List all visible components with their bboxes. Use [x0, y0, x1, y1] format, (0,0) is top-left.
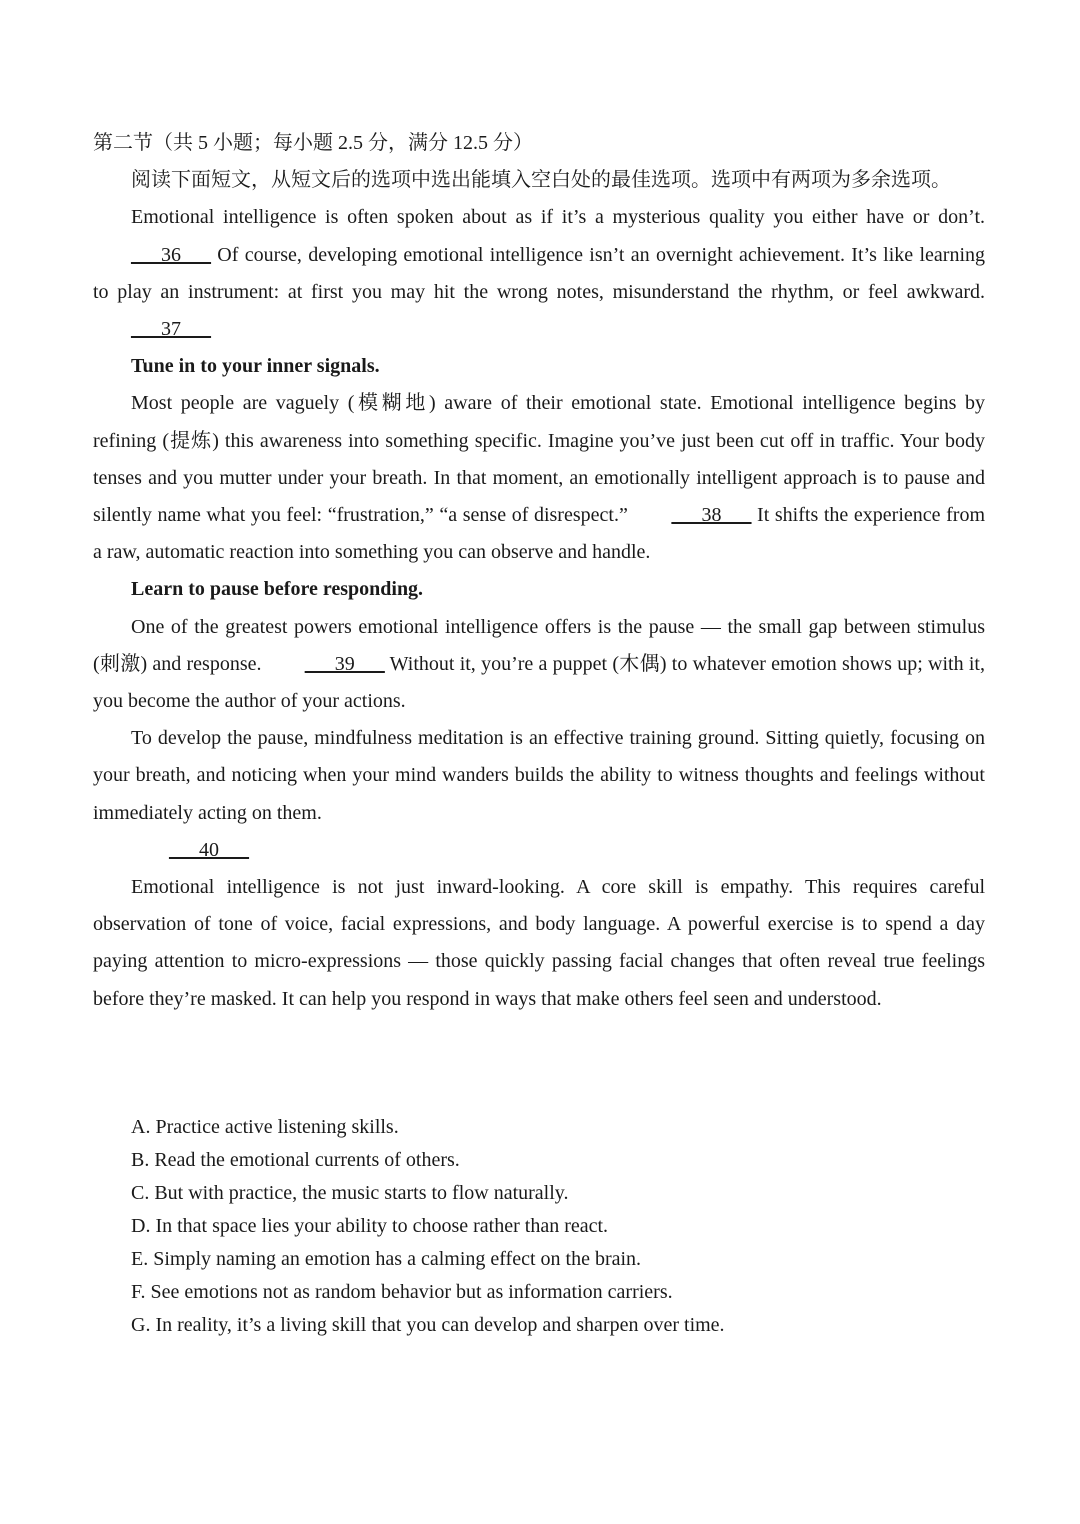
option-f: F. See emotions not as random behavior but as information carriers.	[131, 1281, 673, 1303]
blank-36: ___36___	[131, 243, 211, 266]
paragraph-1-text-a: Emotional intelligence is often spoken about as if it’s a mysterious quality you either have or don’t.	[131, 206, 985, 229]
blank-37: ___37___	[131, 318, 211, 341]
paragraph-3	[93, 609, 985, 721]
subheading-inner-signals: Tune in to your inner signals.	[131, 355, 380, 378]
paragraph-4: To develop the pause, mindfulness meditation is an effective training ground. Sitting quietly, focusing on your breath, and noticing when your mind wanders builds the ability to witness thoughts and feelings without immediately acting on them.	[93, 727, 985, 824]
blank-40-line	[93, 832, 985, 869]
option-d: D. In that space lies your ability to choose rather than react.	[131, 1215, 609, 1237]
option-a: A. Practice active listening skills.	[131, 1116, 399, 1138]
section-title: 第二节（共 5 小题；每小题 2.5 分，满分 12.5 分）	[93, 132, 533, 154]
option-e: E. Simply naming an emotion has a calming effect on the brain.	[131, 1248, 642, 1270]
blank-39: ___39___	[304, 652, 385, 675]
paragraph-2-text-a: Most people are vaguely (模糊地) aware of their emotional state. Emotional intelligence begins by refining (提炼) this awareness into something specific. Imagine you’ve just been cut off in traffic. Your body tenses and you mutter under your breath. In that moment, an emotionally intelligent approach is to pause and silently name what you feel: “frustration,” “a sense of disrespect.”	[93, 392, 985, 527]
paragraph-3-text-a: One of the greatest powers emotional intelligence offers is the pause — the small gap between stimulus (刺激) and response.	[93, 615, 985, 675]
paragraph-5: Emotional intelligence is not just inward-looking. A core skill is empathy. This requires careful observation of tone of voice, facial expressions, and body language. A powerful exercise is to spend a day paying attention to micro-expressions — those quickly passing facial changes that often reveal true feelings before they’re masked. It can help you respond in ways that make others feel seen and understood.	[93, 876, 985, 1010]
section-instructions: 阅读下面短文，从短文后的选项中选出能填入空白处的最佳选项。选项中有两项为多余选项。	[131, 169, 951, 192]
paragraph-2	[93, 385, 985, 571]
answer-options	[131, 1111, 971, 1342]
blank-38: ___38___	[671, 504, 752, 527]
option-b: B. Read the emotional currents of others.	[131, 1149, 460, 1171]
paragraph-1	[93, 199, 985, 348]
blank-40: ___40___	[169, 838, 249, 861]
option-g: G. In reality, it’s a living skill that you can develop and sharpen over time.	[131, 1314, 725, 1336]
passage-section	[93, 125, 985, 1018]
paragraph-2-text-b: It shifts the experience from a raw, automatic reaction into something you can observe and handle.	[93, 504, 986, 564]
subheading-pause: Learn to pause before responding.	[131, 578, 424, 601]
paragraph-1-text-b: Of course, developing emotional intelligence isn’t an overnight achievement. It’s like learning to play an instrument: at first you may hit the wrong notes, misunderstand the rhythm, or feel awkward.	[93, 243, 985, 303]
paragraph-3-text-b: Without it, you’re a puppet (木偶) to whatever emotion shows up; with it, you become the author of your actions.	[93, 652, 985, 713]
option-c: C. But with practice, the music starts to flow naturally.	[131, 1182, 569, 1204]
